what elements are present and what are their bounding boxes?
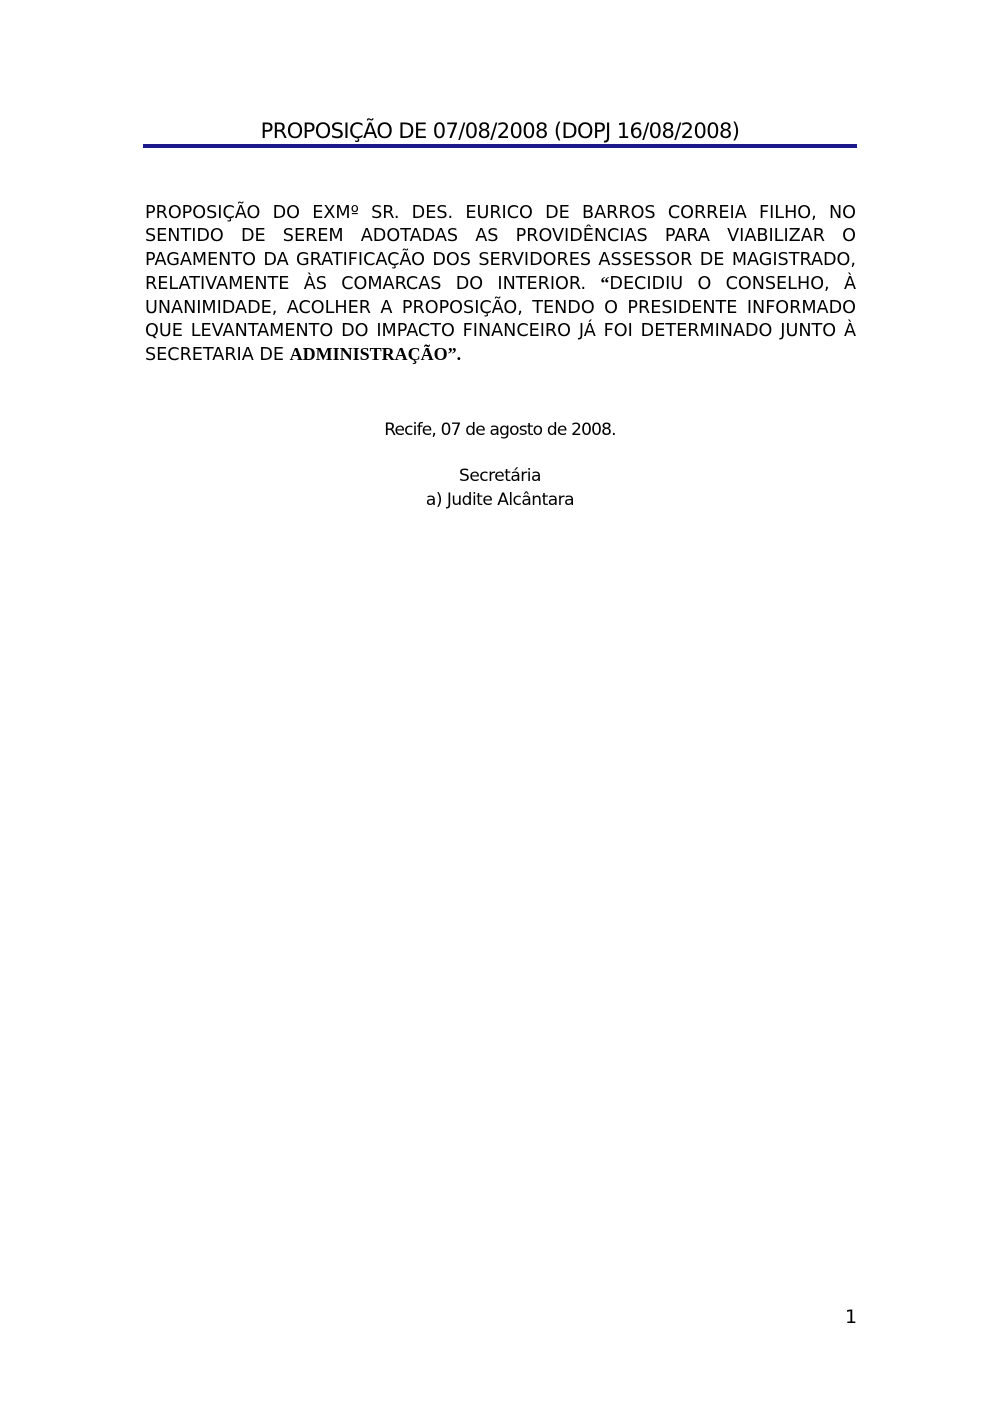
title-underline-rule [143, 144, 857, 148]
page-number: 1 [844, 1306, 858, 1328]
proposition-body [145, 202, 856, 368]
signer-name: a) Judite Alcântara [425, 490, 575, 510]
signer-role: Secretária [459, 466, 541, 486]
council-decision: DECIDIU O CONSELHO, À UNANIMIDADE, ACOLHER A PROPOSIÇÃO, TENDO O PRESIDENTE INFORMADO QUE LEVANTAMENTO DO IMPACTO FINANCEIRO JÁ FOI DETERMINADO JUNTO À SECRETARIA DE [145, 274, 856, 366]
decision-open-quote: “ [600, 273, 610, 294]
place-date-line: Recife, 07 de agosto de 2008. [384, 420, 616, 440]
proposition-statement: PROPOSIÇÃO DO EXMº SR. DES. EURICO DE BARROS CORREIA FILHO, NO SENTIDO DE SEREM ADOTADAS AS PROVIDÊNCIAS PARA VIABILIZAR O PAGAMENTO DA GRATIFICAÇÃO DOS SERVIDORES ASSESSOR DE MAGISTRADO, RELATIVAMENTE ÀS COMARCAS DO INTERIOR. [145, 203, 856, 295]
decision-closing: ADMINISTRAÇÃO”. [289, 344, 462, 365]
document-title: PROPOSIÇÃO DE 07/08/2008 (DOPJ 16/08/2008) [260, 119, 740, 143]
